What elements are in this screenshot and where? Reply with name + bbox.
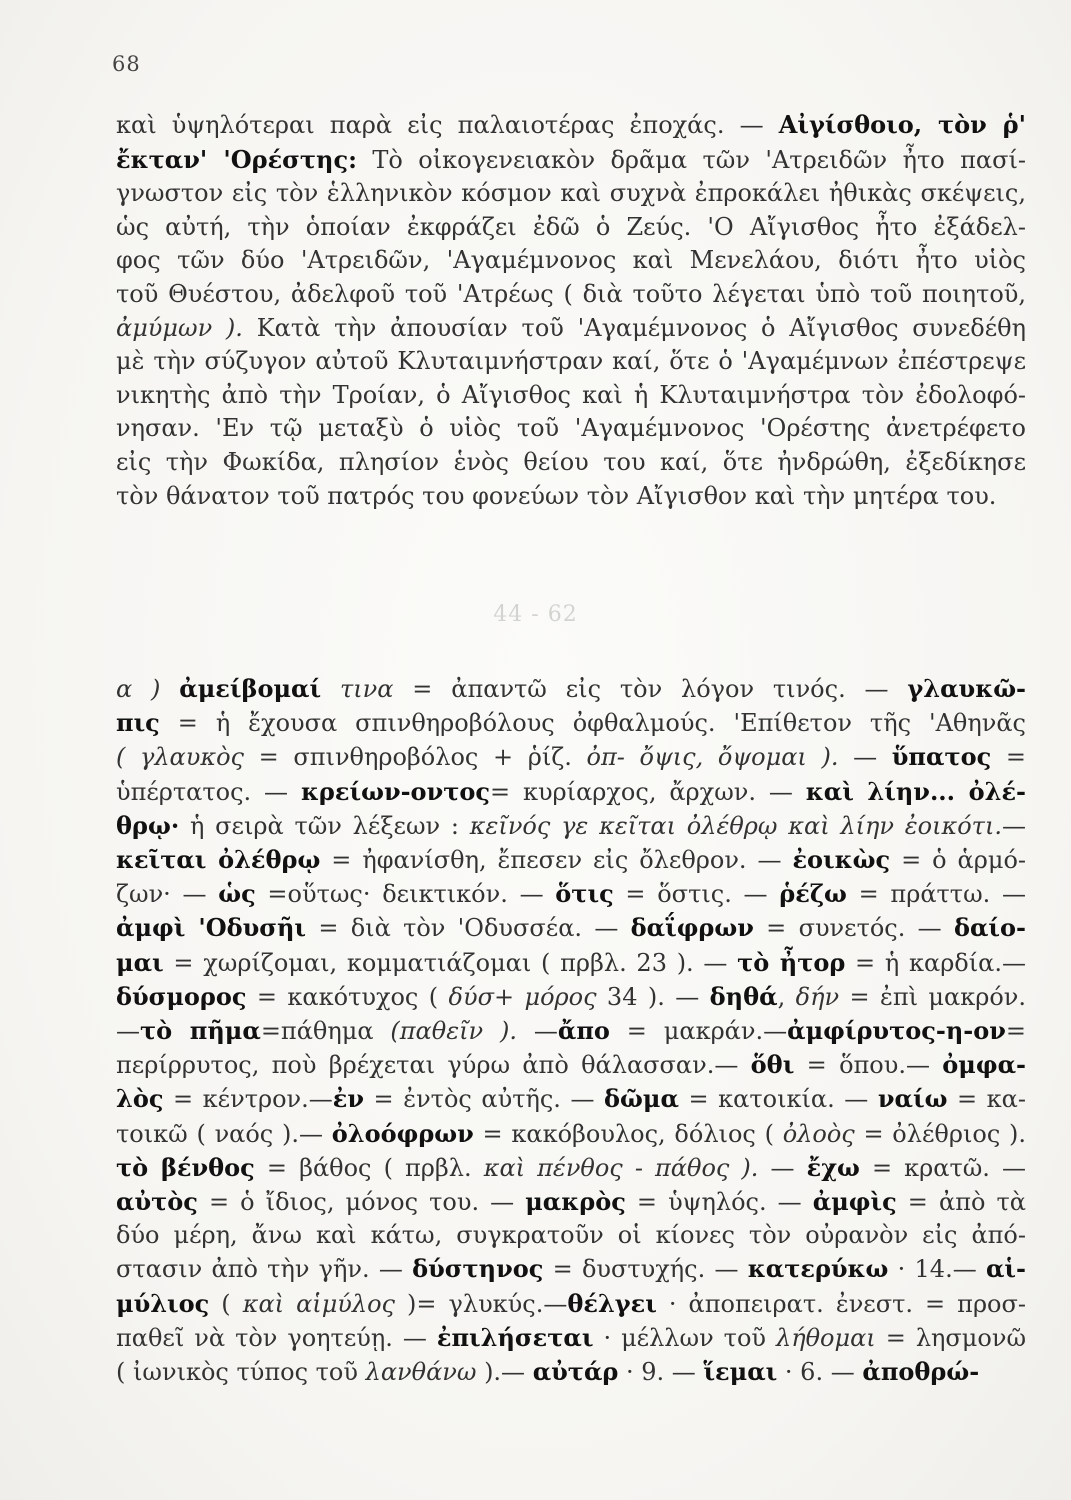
lemma-headword: ἄπο bbox=[557, 1016, 610, 1046]
text-run: — bbox=[1002, 811, 1026, 840]
text-line bbox=[116, 1014, 1026, 1048]
text-run: = κακότυχος ( bbox=[246, 982, 449, 1011]
lemma-headword: ἀμφίρυτος-η-ον bbox=[787, 1016, 1006, 1046]
text-run: = σπινθηροβόλος + ῥίζ. bbox=[243, 743, 587, 772]
lemma-headword: ὀλοόφρων bbox=[331, 1118, 474, 1148]
lemma-headword: ἀμφὶς bbox=[812, 1187, 897, 1217]
italic-text: δήν bbox=[795, 982, 840, 1011]
text-run: ζων· — bbox=[116, 880, 219, 909]
lemma-headword: τὸ ἦτορ bbox=[737, 947, 846, 977]
text-line bbox=[116, 843, 1026, 877]
text-run: = ὁ ἁρμό- bbox=[890, 846, 1027, 875]
lemma-headword: μαι bbox=[116, 947, 164, 977]
lemma-headword: γλαυκῶ- bbox=[907, 674, 1026, 703]
italic-text: κεῖνός γε κεῖται ὀλέθρῳ καὶ λίην ἐοικότι. bbox=[469, 811, 1002, 840]
text-run: = λησμονῶ bbox=[875, 1323, 1027, 1352]
text-run: τοῦ Θυέστου, ἀδελφοῦ τοῦ 'Ατρέως ( διὰ τοῦτο λέγεται ὑπὸ τοῦ ποιητοῦ, bbox=[116, 279, 1026, 308]
text-run: ( bbox=[209, 1289, 243, 1318]
lemma-headword: αἱ- bbox=[985, 1254, 1026, 1284]
text-run: = ἡ καρδία.— bbox=[845, 948, 1027, 977]
text-run: = βάθος ( πρβλ. bbox=[254, 1153, 484, 1182]
italic-text: α ) bbox=[116, 675, 180, 703]
commentary-paragraph bbox=[116, 108, 1026, 513]
lemma-headword: δύσμορος bbox=[116, 981, 247, 1011]
text-run: = bbox=[1005, 1017, 1026, 1046]
lemma-headword: ἀμφὶ 'Οδυσῆι bbox=[116, 913, 307, 943]
text-line bbox=[116, 143, 1026, 178]
text-run: = ὑψηλός. — bbox=[625, 1188, 813, 1217]
text-run: ἡ σειρὰ τῶν λέξεων : bbox=[179, 811, 470, 840]
page-number: 68 bbox=[112, 52, 141, 76]
lemma-headword: ὅτις bbox=[555, 879, 614, 909]
text-line bbox=[116, 1185, 1026, 1219]
text-run: = ἡ ἔχουσα σπινθηροβόλους ὀφθαλμούς. 'Επίθετον τῆς 'Αθηνᾶς bbox=[159, 709, 1026, 738]
text-run: νησαν. 'Εν τῷ μεταξὺ ὁ υἱὸς τοῦ 'Αγαμέμνονος 'Ορέστης ἀνετρέφετο bbox=[116, 414, 1026, 443]
text-run: — bbox=[758, 1153, 807, 1182]
text-line bbox=[116, 877, 1026, 911]
text-line bbox=[116, 706, 1026, 740]
text-line bbox=[116, 345, 1026, 379]
text-line bbox=[116, 740, 1026, 774]
text-line bbox=[116, 911, 1026, 945]
text-line bbox=[116, 1048, 1026, 1082]
text-run: = κατοικία. — bbox=[678, 1085, 878, 1114]
text-run: = χωρίζομαι, κομματιάζομαι ( πρβλ. 23 ). — bbox=[163, 948, 738, 977]
lemma-headword: ἔκταν' 'Ορέστης: bbox=[116, 144, 357, 174]
text-line bbox=[116, 211, 1026, 245]
text-run: = κυρίαρχος, ἄρχων. — bbox=[489, 777, 806, 806]
text-run: παθεῖ νὰ τὸν γοητεύῃ. — bbox=[116, 1323, 437, 1352]
lemma-headword: δαίο- bbox=[953, 913, 1026, 943]
text-run: = ὀλέθριος ). bbox=[854, 1119, 1027, 1148]
text-line bbox=[116, 312, 1026, 346]
text-run: = ὁ ἴδιος, μόνος του. — bbox=[197, 1188, 526, 1217]
text-line bbox=[116, 108, 1026, 143]
text-run: τοικῶ ( ναός ).— bbox=[116, 1119, 332, 1148]
lemma-headword: τὸ βένθος bbox=[116, 1152, 255, 1182]
italic-text: λανθάνω bbox=[365, 1358, 477, 1387]
lemma-headword: τὸ πῆμα bbox=[140, 1016, 261, 1046]
text-run: ὡς αὐτή, τὴν ὁποίαν ἐκφράζει ἐδῶ ὁ Ζεύς. 'Ο Αἴγισθος ἦτο ἐξάδελ- bbox=[116, 212, 1026, 241]
text-run: — bbox=[516, 1017, 558, 1046]
text-run: = κρατῶ. — bbox=[859, 1153, 1027, 1182]
text-run: = κα- bbox=[947, 1085, 1027, 1114]
italic-text: λήθομαι bbox=[776, 1323, 876, 1352]
text-run: )= γλυκύς.— bbox=[395, 1289, 568, 1318]
text-run: περίρρυτος, ποὺ βρέχεται γύρω ἀπὸ θάλασσαν.— bbox=[116, 1051, 751, 1080]
italic-text: καὶ πένθος - πάθος ). bbox=[483, 1153, 759, 1182]
italic-text: ἀμύμων ). bbox=[116, 313, 257, 342]
lemma-headword: ἔχω bbox=[806, 1152, 860, 1182]
lemma-headword: ἐπιλήσεται bbox=[436, 1322, 594, 1352]
lemma-headword: θέλγει bbox=[567, 1288, 657, 1318]
text-line bbox=[116, 379, 1026, 413]
text-run: = συνετός. — bbox=[753, 914, 954, 943]
text-run: = διὰ τὸν 'Οδυσσέα. — bbox=[306, 914, 631, 943]
lemma-headword: καὶ λίην... ὀλέ- bbox=[805, 776, 1026, 806]
text-run: — bbox=[838, 743, 892, 772]
text-run: · μέλλων τοῦ bbox=[593, 1323, 777, 1352]
text-run: εἰς τὴν Φωκίδα, πλησίον ἑνὸς θείου του καί, ὅτε ἠνδρώθη, ἐξεδίκησε bbox=[116, 447, 1026, 476]
text-run: · 14.— bbox=[888, 1255, 986, 1284]
text-run: φος τῶν δύο 'Ατρειδῶν, 'Αγαμέμνονος καὶ Μενελάου, διότι ἦτο υἱὸς bbox=[116, 246, 1026, 275]
lemma-headword: ἀποθρώ- bbox=[862, 1357, 980, 1387]
text-run: ).— bbox=[476, 1358, 533, 1387]
lemma-headword: ἐν bbox=[332, 1084, 364, 1114]
text-run: · 6. — bbox=[777, 1358, 863, 1387]
lemma-headword: κατερύκω bbox=[747, 1254, 889, 1284]
lemma-headword: δύστηνος bbox=[412, 1254, 544, 1284]
text-line bbox=[116, 1287, 1026, 1321]
italic-text: ὀλοὸς bbox=[782, 1119, 855, 1148]
lemma-headword: ναίω bbox=[877, 1084, 948, 1114]
text-run: γνωστον εἰς τὸν ἑλληνικὸν κόσμον καὶ συχνὰ ἐπροκάλει ἠθικὰς σκέψεις, bbox=[116, 179, 1026, 208]
lemma-headword: ὡς bbox=[218, 879, 256, 909]
text-run: · ἀποπειρατ. ἐνεστ. = προσ- bbox=[656, 1289, 1026, 1318]
text-run: Τὸ οἰκογενειακὸν δρᾶμα τῶν 'Ατρειδῶν ἦτο πασί- bbox=[356, 145, 1027, 174]
text-run: =πάθημα bbox=[260, 1017, 391, 1046]
italic-text: τινα bbox=[321, 675, 394, 703]
italic-text: ὀπ- ὄψις, ὄψομαι ). bbox=[586, 743, 839, 772]
text-line bbox=[116, 412, 1026, 446]
lemma-headword: ἐοικὼς bbox=[792, 845, 891, 875]
lemma-headword: πις bbox=[116, 708, 160, 738]
lemma-headword: μύλιος bbox=[116, 1288, 210, 1318]
glossary-paragraph bbox=[116, 672, 1026, 1389]
text-run: = ἀπαντῶ εἰς τὸν λόγον τινός. — bbox=[393, 675, 908, 703]
lemma-headword: αὐτάρ bbox=[532, 1357, 619, 1387]
text-run: · 9. — bbox=[618, 1358, 704, 1387]
lemma-headword: δηθά bbox=[709, 981, 778, 1011]
italic-text: δύσ+ μόρος bbox=[448, 982, 597, 1011]
text-line bbox=[116, 775, 1026, 809]
lemma-headword: ἀμείβομαί bbox=[179, 674, 322, 703]
text-run: μὲ τὴν σύζυγον αὐτοῦ Κλυταιμνήστραν καί, ὅτε ὁ 'Αγαμέμνων ἐπέστρεψε bbox=[116, 347, 1026, 376]
text-run: =οὕτως· δεικτικόν. — bbox=[255, 880, 556, 909]
text-run: δύο μέρη, ἄνω καὶ κάτω, συγκρατοῦν οἱ κίονες τὸν οὐρανὸν εἰς ἀπό- bbox=[116, 1221, 1026, 1250]
text-line bbox=[116, 1117, 1026, 1151]
lemma-headword: ὅθι bbox=[750, 1050, 795, 1080]
text-line bbox=[116, 809, 1026, 843]
text-line bbox=[116, 980, 1026, 1014]
text-run: = πράττω. — bbox=[846, 880, 1026, 909]
italic-text: καὶ αἱμύλος bbox=[242, 1289, 395, 1318]
text-run: = ἐπὶ μακρόν. bbox=[839, 982, 1026, 1011]
lemma-headword: μακρὸς bbox=[525, 1187, 626, 1217]
text-line bbox=[116, 672, 1026, 706]
lemma-headword: ὀμφα- bbox=[942, 1050, 1026, 1080]
lemma-headword: Αἰγίσθοιο, τὸν ῥ' bbox=[778, 110, 1026, 139]
text-line bbox=[116, 946, 1026, 980]
text-line bbox=[116, 1355, 1026, 1389]
text-line bbox=[116, 446, 1026, 480]
lemma-headword: κεῖται ὀλέθρῳ bbox=[116, 845, 321, 875]
text-run: Κατὰ τὴν ἀπουσίαν τοῦ 'Αγαμέμνονος ὁ Αἴγισθος συνεδέθη bbox=[256, 313, 1026, 342]
text-line bbox=[116, 177, 1026, 211]
text-line bbox=[116, 1151, 1026, 1185]
text-line bbox=[116, 278, 1026, 312]
text-run: — bbox=[116, 1017, 140, 1046]
text-run: = ὅστις. — bbox=[613, 880, 780, 909]
text-run: ὑπέρτατος. — bbox=[116, 777, 301, 806]
text-run: = ἀπὸ τὰ bbox=[896, 1188, 1026, 1217]
lemma-headword: ῥέζω bbox=[779, 879, 847, 909]
text-run: = κακόβουλος, δόλιος ( bbox=[473, 1119, 783, 1148]
lemma-headword: δῶμα bbox=[604, 1084, 679, 1114]
text-run: ( ἰωνικὸς τύπος τοῦ bbox=[116, 1358, 366, 1387]
text-run: τὸν θάνατον τοῦ πατρός του φονεύων τὸν Αἴγισθον καὶ τὴν μητέρα του. bbox=[116, 481, 997, 510]
text-line bbox=[116, 244, 1026, 278]
italic-text: ( γλαυκὸς bbox=[116, 743, 244, 772]
text-line bbox=[116, 1252, 1026, 1286]
text-line bbox=[116, 1082, 1026, 1116]
lemma-headword: ἵεμαι bbox=[703, 1357, 778, 1387]
text-run: = δυστυχής. — bbox=[543, 1255, 748, 1284]
text-run: = ἐντὸς αὐτῆς. — bbox=[364, 1085, 605, 1114]
text-run: = κέντρον.— bbox=[163, 1085, 333, 1114]
lemma-headword: αὐτὸς bbox=[116, 1187, 198, 1217]
text-line bbox=[116, 1321, 1026, 1355]
verse-range-marker: 44 - 62 bbox=[493, 602, 578, 627]
lemma-headword: δαΐφρων bbox=[630, 913, 754, 943]
text-run: , bbox=[777, 982, 796, 1011]
text-line bbox=[116, 1219, 1026, 1252]
text-run: = μακράν.— bbox=[609, 1017, 788, 1046]
lemma-headword: κρείων-οντος bbox=[300, 776, 490, 806]
text-run: νικητὴς ἀπὸ τὴν Τροίαν, ὁ Αἴγισθος καὶ ἡ Κλυταιμνήστρα τὸν ἐδολοφό- bbox=[116, 380, 1026, 409]
text-run: 34 ). — bbox=[596, 982, 710, 1011]
lemma-headword: θρῳ· bbox=[116, 810, 180, 840]
text-line bbox=[116, 480, 1026, 514]
lemma-headword: λὸς bbox=[116, 1084, 164, 1114]
text-run: = ἠφανίσθη, ἔπεσεν εἰς ὄλεθρον. — bbox=[320, 846, 793, 875]
text-run: καὶ ὑψηλότεραι παρὰ εἰς παλαιοτέρας ἐποχάς. — bbox=[116, 111, 779, 139]
italic-text: (παθεῖν ). bbox=[390, 1017, 517, 1046]
lemma-headword: ὕπατος bbox=[891, 742, 992, 772]
text-run: = bbox=[991, 743, 1026, 772]
text-run: = ὅπου.— bbox=[794, 1051, 943, 1080]
text-run: στασιν ἀπὸ τὴν γῆν. — bbox=[116, 1255, 413, 1284]
